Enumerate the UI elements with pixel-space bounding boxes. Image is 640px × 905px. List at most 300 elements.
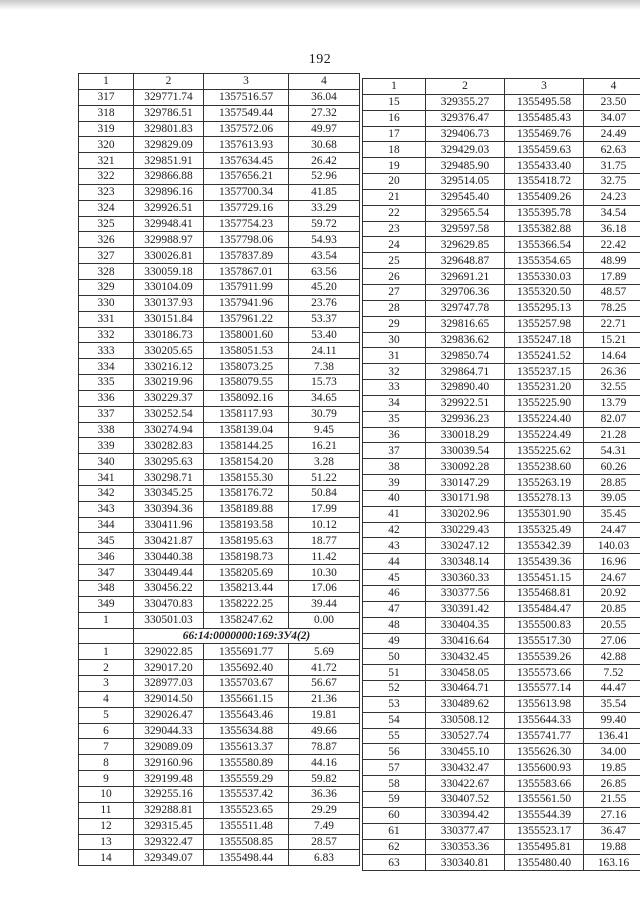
table-row [363, 554, 640, 570]
table-cell: 29 [363, 316, 426, 332]
table-row [79, 311, 360, 327]
table-cell: 38 [363, 459, 426, 475]
table-cell: 26.36 [584, 364, 640, 380]
table-row [363, 681, 640, 697]
table-cell: 23.76 [289, 295, 360, 311]
table-row [363, 411, 640, 427]
section-empty-cell [79, 628, 134, 644]
table-cell: 6.83 [289, 850, 360, 866]
table-cell: 337 [79, 406, 134, 422]
table-cell: 1355354.65 [505, 253, 584, 269]
table-cell: 348 [79, 581, 134, 597]
table-cell: 11.42 [289, 549, 360, 565]
table-cell: 15.73 [289, 375, 360, 391]
table-cell: 1355508.85 [204, 834, 289, 850]
table-cell: 52.96 [289, 169, 360, 185]
table-cell: 330377.56 [426, 586, 505, 602]
table-cell: 1 [79, 612, 134, 628]
table-cell: 329026.47 [134, 707, 204, 723]
table-cell: 9.45 [289, 422, 360, 438]
table-cell: 330 [79, 295, 134, 311]
table-cell: 329691.21 [426, 269, 505, 285]
table-cell: 52 [363, 681, 426, 697]
table-cell: 1355484.47 [505, 601, 584, 617]
table-cell: 330508.12 [426, 712, 505, 728]
table-cell: 34.54 [584, 205, 640, 221]
table-cell: 340 [79, 454, 134, 470]
column-header: 3 [204, 74, 289, 90]
table-cell: 1355523.65 [204, 802, 289, 818]
table-cell: 34.07 [584, 110, 640, 126]
table-cell: 329017.20 [134, 660, 204, 676]
table-cell: 8 [79, 755, 134, 771]
table-cell: 10.12 [289, 517, 360, 533]
table-cell: 29.29 [289, 802, 360, 818]
table-row [79, 248, 360, 264]
table-cell: 7.52 [584, 665, 640, 681]
table-cell: 329864.71 [426, 364, 505, 380]
table-cell: 339 [79, 438, 134, 454]
table-cell: 1355301.90 [505, 506, 584, 522]
cadastral-number-label: 66:14:0000000:169:ЗУ4(2) [134, 628, 360, 644]
table-cell: 1355691.77 [204, 644, 289, 660]
table-row [79, 850, 360, 866]
table-cell: 329866.88 [134, 169, 204, 185]
table-cell: 6 [79, 723, 134, 739]
table-row [79, 343, 360, 359]
table-row [363, 760, 640, 776]
table-cell: 335 [79, 375, 134, 391]
coordinates-table-right [362, 78, 640, 871]
table-cell: 330345.25 [134, 485, 204, 501]
table-row [79, 216, 360, 232]
table-cell: 1355418.72 [505, 174, 584, 190]
table-cell: 1355537.42 [204, 786, 289, 802]
table-cell: 15.21 [584, 332, 640, 348]
table-cell: 329429.03 [426, 142, 505, 158]
table-cell: 35.54 [584, 696, 640, 712]
table-row [363, 110, 640, 126]
table-cell: 36.47 [584, 823, 640, 839]
table-cell: 330416.64 [426, 633, 505, 649]
table-cell: 10 [79, 786, 134, 802]
table-cell: 330171.98 [426, 490, 505, 506]
table-cell: 330295.63 [134, 454, 204, 470]
table-cell: 12 [79, 818, 134, 834]
table-cell: 17.06 [289, 581, 360, 597]
table-cell: 1358193.58 [204, 517, 289, 533]
table-row [79, 834, 360, 850]
table-cell: 56 [363, 744, 426, 760]
table-cell: 27 [363, 284, 426, 300]
table-cell: 330394.36 [134, 501, 204, 517]
table-cell: 329014.50 [134, 691, 204, 707]
table-cell: 54.31 [584, 443, 640, 459]
table-cell: 325 [79, 216, 134, 232]
table-cell: 1355561.50 [505, 791, 584, 807]
table-cell: 28.57 [289, 834, 360, 850]
table-cell: 330411.96 [134, 517, 204, 533]
table-row [363, 538, 640, 554]
table-cell: 330229.43 [426, 522, 505, 538]
table-cell: 16.21 [289, 438, 360, 454]
scan-edge-shadow [0, 0, 640, 10]
table-row [363, 189, 640, 205]
table-cell: 1358198.73 [204, 549, 289, 565]
table-cell: 5 [79, 707, 134, 723]
table-cell: 323 [79, 184, 134, 200]
table-cell: 16 [363, 110, 426, 126]
table-row [363, 332, 640, 348]
table-row [363, 490, 640, 506]
table-cell: 1355468.81 [505, 586, 584, 602]
table-cell: 1357911.99 [204, 279, 289, 295]
table-cell: 48 [363, 617, 426, 633]
table-cell: 330274.94 [134, 422, 204, 438]
table-row [79, 501, 360, 517]
table-row [79, 327, 360, 343]
table-cell: 330440.38 [134, 549, 204, 565]
table-cell: 78.87 [289, 739, 360, 755]
table-cell: 2 [79, 660, 134, 676]
table-cell: 39 [363, 475, 426, 491]
table-cell: 329706.36 [426, 284, 505, 300]
table-cell: 1357572.06 [204, 121, 289, 137]
table-cell: 53 [363, 696, 426, 712]
table-cell: 16.96 [584, 554, 640, 570]
table-cell: 1358144.25 [204, 438, 289, 454]
table-row [363, 459, 640, 475]
table-cell: 1355278.13 [505, 490, 584, 506]
table-row [363, 712, 640, 728]
table-cell: 329406.73 [426, 126, 505, 142]
table-cell: 320 [79, 137, 134, 153]
table-row [363, 284, 640, 300]
table-cell: 22.71 [584, 316, 640, 332]
table-cell: 1357729.16 [204, 200, 289, 216]
table-cell: 40 [363, 490, 426, 506]
table-cell: 329485.90 [426, 158, 505, 174]
table-cell: 330018.29 [426, 427, 505, 443]
table-cell: 329988.97 [134, 232, 204, 248]
table-cell: 27.16 [584, 807, 640, 823]
table-row [363, 776, 640, 792]
table-cell: 1358176.72 [204, 485, 289, 501]
table-cell: 22.42 [584, 237, 640, 253]
table-cell: 334 [79, 359, 134, 375]
table-cell: 1355382.88 [505, 221, 584, 237]
table-cell: 32 [363, 364, 426, 380]
table-cell: 28 [363, 300, 426, 316]
table-cell: 1355225.90 [505, 395, 584, 411]
table-row [363, 253, 640, 269]
table-row [363, 158, 640, 174]
table-cell: 1355459.63 [505, 142, 584, 158]
table-cell: 99.40 [584, 712, 640, 728]
table-cell: 330464.71 [426, 681, 505, 697]
table-row [79, 279, 360, 295]
table-cell: 48.57 [584, 284, 640, 300]
table-cell: 78.25 [584, 300, 640, 316]
table-row [363, 586, 640, 602]
table-cell: 329322.47 [134, 834, 204, 850]
table-cell: 33.29 [289, 200, 360, 216]
table-cell: 1355643.46 [204, 707, 289, 723]
table-cell: 4 [79, 691, 134, 707]
table-cell: 1355544.39 [505, 807, 584, 823]
table-row [79, 818, 360, 834]
table-cell: 1355320.50 [505, 284, 584, 300]
table-cell: 20.85 [584, 601, 640, 617]
table-cell: 1355342.39 [505, 538, 584, 554]
table-cell: 1355225.62 [505, 443, 584, 459]
table-cell: 1355395.78 [505, 205, 584, 221]
table-cell: 24 [363, 237, 426, 253]
table-cell: 1355644.33 [505, 712, 584, 728]
table-cell: 330026.81 [134, 248, 204, 264]
table-row [79, 89, 360, 105]
table-cell: 27.06 [584, 633, 640, 649]
table-cell: 17.99 [289, 501, 360, 517]
table-cell: 35 [363, 411, 426, 427]
table-cell: 330455.10 [426, 744, 505, 760]
table-row [79, 739, 360, 755]
table-cell: 329786.51 [134, 105, 204, 121]
table-cell: 329829.09 [134, 137, 204, 153]
table-cell: 19 [363, 158, 426, 174]
table-cell: 1355433.40 [505, 158, 584, 174]
table-cell: 44.16 [289, 755, 360, 771]
table-row [363, 601, 640, 617]
table-cell: 327 [79, 248, 134, 264]
table-cell: 62 [363, 839, 426, 855]
table-cell: 1355495.81 [505, 839, 584, 855]
table-row [363, 475, 640, 491]
table-cell: 17 [363, 126, 426, 142]
table-cell: 55 [363, 728, 426, 744]
table-cell: 317 [79, 89, 134, 105]
table-cell: 1357754.23 [204, 216, 289, 232]
table-cell: 1355500.83 [505, 617, 584, 633]
table-cell: 34 [363, 395, 426, 411]
table-cell: 1355573.66 [505, 665, 584, 681]
table-cell: 324 [79, 200, 134, 216]
table-row [363, 728, 640, 744]
table-cell: 26 [363, 269, 426, 285]
table-row [79, 802, 360, 818]
table-cell: 26.42 [289, 153, 360, 169]
table-cell: 21.55 [584, 791, 640, 807]
table-cell: 330353.36 [426, 839, 505, 855]
table-cell: 11 [79, 802, 134, 818]
table-cell: 62.63 [584, 142, 640, 158]
table-row [79, 565, 360, 581]
table-cell: 329255.16 [134, 786, 204, 802]
table-row [363, 696, 640, 712]
table-cell: 345 [79, 533, 134, 549]
table-cell: 57 [363, 760, 426, 776]
table-cell: 21.36 [289, 691, 360, 707]
table-row [79, 105, 360, 121]
table-cell: 49 [363, 633, 426, 649]
table-cell: 1355661.15 [204, 691, 289, 707]
table-cell: 1355523.17 [505, 823, 584, 839]
table-cell: 329851.91 [134, 153, 204, 169]
table-cell: 329597.58 [426, 221, 505, 237]
table-cell: 329565.54 [426, 205, 505, 221]
table-cell: 341 [79, 470, 134, 486]
table-cell: 41.72 [289, 660, 360, 676]
table-cell: 59.82 [289, 771, 360, 787]
table-cell: 1355325.49 [505, 522, 584, 538]
table-row [79, 612, 360, 628]
table-cell: 336 [79, 390, 134, 406]
table-cell: 59 [363, 791, 426, 807]
table-row [363, 791, 640, 807]
table-cell: 330282.83 [134, 438, 204, 454]
table-cell: 1355263.19 [505, 475, 584, 491]
table-cell: 330458.05 [426, 665, 505, 681]
table-cell: 329514.05 [426, 174, 505, 190]
table-cell: 13 [79, 834, 134, 850]
table-cell: 1357634.45 [204, 153, 289, 169]
table-cell: 25 [363, 253, 426, 269]
table-cell: 45.20 [289, 279, 360, 295]
table-cell: 330104.09 [134, 279, 204, 295]
table-row [363, 855, 640, 871]
table-cell: 60.26 [584, 459, 640, 475]
table-row [363, 364, 640, 380]
table-row [79, 644, 360, 660]
table-cell: 0.00 [289, 612, 360, 628]
table-row [79, 786, 360, 802]
table-row [363, 395, 640, 411]
table-cell: 1358213.44 [204, 581, 289, 597]
table-cell: 43.54 [289, 248, 360, 264]
table-row [79, 660, 360, 676]
table-cell: 30.79 [289, 406, 360, 422]
coordinates-table-left [78, 73, 360, 866]
table-cell: 330456.22 [134, 581, 204, 597]
table-cell: 1357961.22 [204, 311, 289, 327]
column-header: 1 [363, 79, 426, 95]
table-row [363, 443, 640, 459]
table-row [363, 269, 640, 285]
table-cell: 9 [79, 771, 134, 787]
table-cell: 44.47 [584, 681, 640, 697]
table-row [363, 316, 640, 332]
table-row [363, 839, 640, 855]
table-cell: 36.04 [289, 89, 360, 105]
table-cell: 329948.41 [134, 216, 204, 232]
table-cell: 36.18 [584, 221, 640, 237]
table-cell: 329199.48 [134, 771, 204, 787]
table-row [79, 137, 360, 153]
table-row [79, 707, 360, 723]
table-cell: 41 [363, 506, 426, 522]
table-cell: 329288.81 [134, 802, 204, 818]
table-row [363, 744, 640, 760]
table-cell: 140.03 [584, 538, 640, 554]
column-header: 4 [584, 79, 640, 95]
table-cell: 329936.23 [426, 411, 505, 427]
table-row [79, 438, 360, 454]
table-cell: 343 [79, 501, 134, 517]
table-cell: 346 [79, 549, 134, 565]
table-cell: 28.85 [584, 475, 640, 491]
table-cell: 330432.45 [426, 649, 505, 665]
table-cell: 330137.93 [134, 295, 204, 311]
table-cell: 32.55 [584, 380, 640, 396]
table-cell: 332 [79, 327, 134, 343]
table-cell: 1358189.88 [204, 501, 289, 517]
table-cell: 1355741.77 [505, 728, 584, 744]
table-cell: 53.40 [289, 327, 360, 343]
table-cell: 39.44 [289, 596, 360, 612]
table-cell: 7 [79, 739, 134, 755]
table-cell: 1355366.54 [505, 237, 584, 253]
table-cell: 1358001.60 [204, 327, 289, 343]
table-row [79, 533, 360, 549]
table-cell: 1358051.53 [204, 343, 289, 359]
table-cell: 1358154.20 [204, 454, 289, 470]
table-cell: 1358155.30 [204, 470, 289, 486]
table-cell: 54 [363, 712, 426, 728]
column-header: 1 [79, 74, 134, 90]
table-cell: 50 [363, 649, 426, 665]
table-cell: 1355237.15 [505, 364, 584, 380]
table-cell: 61 [363, 823, 426, 839]
table-cell: 330216.12 [134, 359, 204, 375]
table-row [79, 485, 360, 501]
table-cell: 19.88 [584, 839, 640, 855]
table-row [363, 221, 640, 237]
table-cell: 27.32 [289, 105, 360, 121]
table-cell: 30 [363, 332, 426, 348]
table-cell: 330186.73 [134, 327, 204, 343]
table-cell: 1355224.40 [505, 411, 584, 427]
table-row [79, 771, 360, 787]
table-cell: 1357656.21 [204, 169, 289, 185]
table-cell: 329836.62 [426, 332, 505, 348]
table-cell: 1355539.26 [505, 649, 584, 665]
table-cell: 328977.03 [134, 676, 204, 692]
table-cell: 330202.96 [426, 506, 505, 522]
table-cell: 24.11 [289, 343, 360, 359]
table-cell: 329044.33 [134, 723, 204, 739]
table-row [79, 549, 360, 565]
table-cell: 329890.40 [426, 380, 505, 396]
table-cell: 33 [363, 380, 426, 396]
table-row [363, 348, 640, 364]
table-cell: 3.28 [289, 454, 360, 470]
table-cell: 1355511.48 [204, 818, 289, 834]
table-row [79, 470, 360, 486]
table-row [79, 200, 360, 216]
table-row [79, 264, 360, 280]
table-cell: 1358195.63 [204, 533, 289, 549]
table-cell: 329376.47 [426, 110, 505, 126]
table-row [363, 807, 640, 823]
table-cell: 23 [363, 221, 426, 237]
table-cell: 1355241.52 [505, 348, 584, 364]
table-cell: 1358117.93 [204, 406, 289, 422]
table-cell: 329089.09 [134, 739, 204, 755]
table-row [363, 427, 640, 443]
table-cell: 18.77 [289, 533, 360, 549]
table-row [363, 506, 640, 522]
table-cell: 1355409.26 [505, 189, 584, 205]
